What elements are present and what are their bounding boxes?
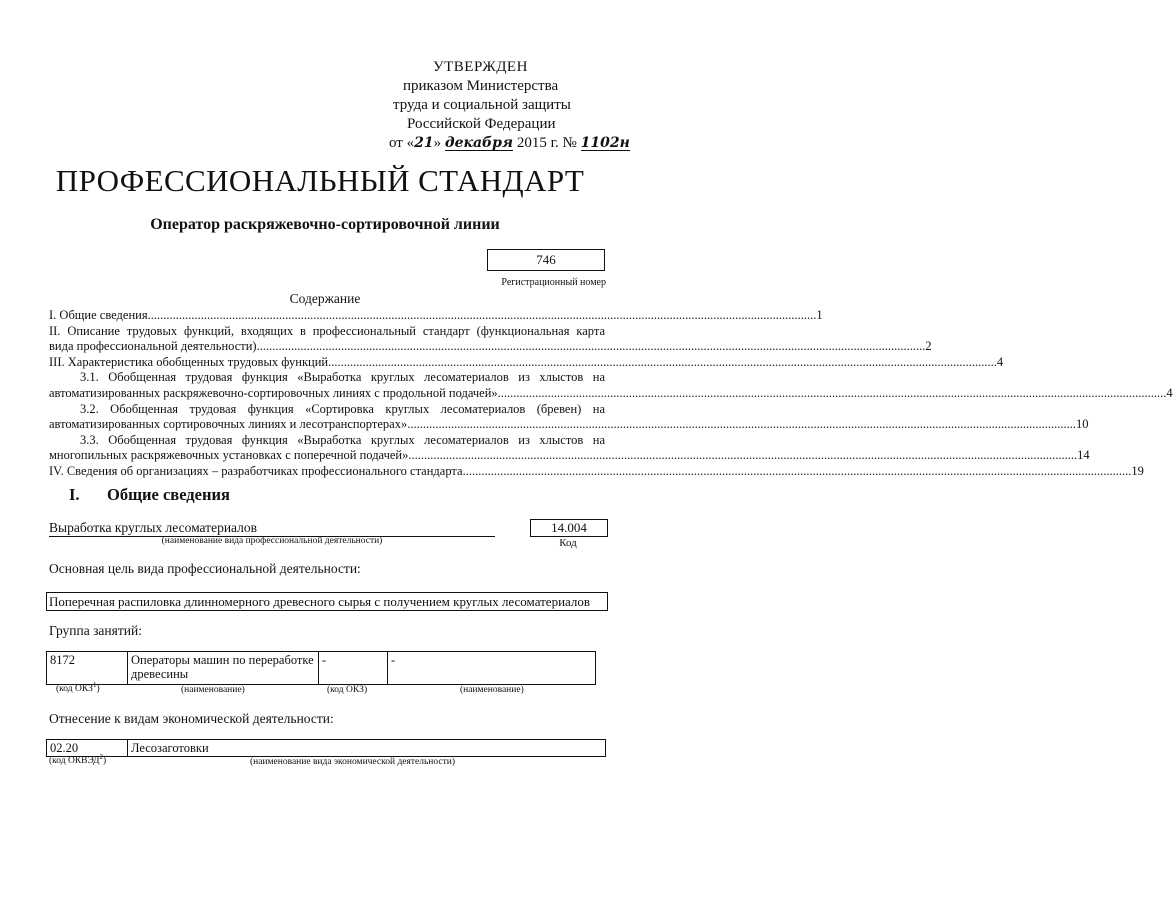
approval-line-ministry: приказом Министерства <box>403 78 559 94</box>
approval-block <box>389 58 630 153</box>
okz-code-caption: (код ОКЗ$^1$) <box>56 680 100 694</box>
date-month: декабря <box>444 135 514 151</box>
order-number: 1102н <box>580 135 630 151</box>
date-year: 2015 г. № <box>516 135 577 151</box>
okz-code-caption-2: (код ОКЗ) <box>327 685 368 695</box>
activity-kind-field: Выработка круглых лесоматериалов <box>49 520 495 537</box>
approval-title: УТВЕРЖДЕН <box>433 59 528 75</box>
registration-label: Регистрационный номер <box>501 277 606 288</box>
document-title: ПРОФЕССИОНАЛЬНЫЙ СТАНДАРТ <box>55 163 585 198</box>
contents-heading: Содержание <box>289 291 361 306</box>
section-number: I. <box>69 485 80 504</box>
table-row <box>47 740 606 757</box>
toc-entry[interactable]: многопильных раскряжевочных установках с поперечной подачей» ...................................................................................................................................................................................................................... 14 <box>49 448 1090 463</box>
section-heading <box>69 485 230 505</box>
occupation-name-cell-2: - <box>388 652 596 685</box>
toc-entry[interactable]: автоматизированных сортировочных линиях и лесотранспортерах» ...................................................................................................................................................................................................................... 10 <box>49 417 1089 432</box>
occupation-name-caption-2: (наименование) <box>460 685 524 695</box>
economic-activity-table <box>46 739 606 757</box>
toc-entry-line1[interactable]: 3.2. Обобщенная трудовая функция «Сортировка круглых лесоматериалов (бревен) на <box>80 401 605 416</box>
okz-code-cell-2: - <box>319 652 388 685</box>
toc-entry[interactable]: автоматизированных раскряжевочно-сортировочных линиях с продольной подачей» ...................................................................................................................................................................................................................... 4 <box>49 385 1173 400</box>
economic-activity-name-cell: Лесозаготовки <box>128 740 606 757</box>
date-prefix: от « <box>389 135 415 151</box>
toc-entry[interactable]: I. Общие сведения ...................................................................................................................................................................................................................... 1 <box>49 308 823 322</box>
toc-entry[interactable]: IV. Сведения об организациях – разработчиках профессионального стандарта ...................................................................................................................................................................................................................... 19 <box>49 463 1144 478</box>
occupation-group-table <box>46 651 596 685</box>
date-mid: » <box>433 135 442 151</box>
occupation-name-cell: Операторы машин по переработке древесины <box>128 652 319 685</box>
okved-code-cell: 02.20 <box>47 740 128 757</box>
approval-line-federation: Российской Федерации <box>407 116 556 132</box>
table-of-contents <box>49 308 1173 480</box>
document-subtitle: Оператор раскряжевочно-сортировочной линии <box>150 216 500 233</box>
activity-code-box: 14.004 <box>530 519 608 537</box>
table-row <box>47 652 596 685</box>
occupation-group-label: Группа занятий: <box>49 623 142 638</box>
approval-line-labor: труда и социальной защиты <box>393 97 571 113</box>
activity-kind-caption: (наименование вида профессиональной деятельности) <box>161 536 383 546</box>
okved-code-caption: (код ОКВЭД$^2$) <box>49 752 107 766</box>
economic-activity-caption: (наименование вида экономической деятельности) <box>250 757 455 767</box>
goal-label: Основная цель вида профессиональной деятельности: <box>49 561 361 576</box>
approval-date-line <box>389 134 630 153</box>
occupation-name-caption: (наименование) <box>181 685 245 695</box>
okz-code-cell: 8172 <box>47 652 128 685</box>
registration-number-box: 746 <box>487 249 605 271</box>
activity-code-label: Код <box>559 537 577 549</box>
toc-entry[interactable]: вида профессиональной деятельности) ...................................................................................................................................................................................................................... 2 <box>49 339 932 354</box>
toc-entry-line1[interactable]: 3.3. Обобщенная трудовая функция «Выработка круглых лесоматериалов из хлыстов на <box>80 432 605 447</box>
date-day: 21 <box>414 135 434 151</box>
section-title: Общие сведения <box>107 485 230 504</box>
economic-activity-label: Отнесение к видам экономической деятельности: <box>49 711 334 726</box>
toc-entry-line1[interactable]: II. Описание трудовых функций, входящих в профессиональный стандарт (функциональная карта <box>49 323 605 338</box>
toc-entry[interactable]: III. Характеристика обобщенных трудовых функций ...................................................................................................................................................................................................................... 4 <box>49 354 1004 369</box>
toc-entry-line1[interactable]: 3.1. Обобщенная трудовая функция «Выработка круглых лесоматериалов из хлыстов на <box>80 370 605 385</box>
goal-field: Поперечная распиловка длинномерного древесного сырья с получением круглых лесоматериалов <box>46 592 608 611</box>
